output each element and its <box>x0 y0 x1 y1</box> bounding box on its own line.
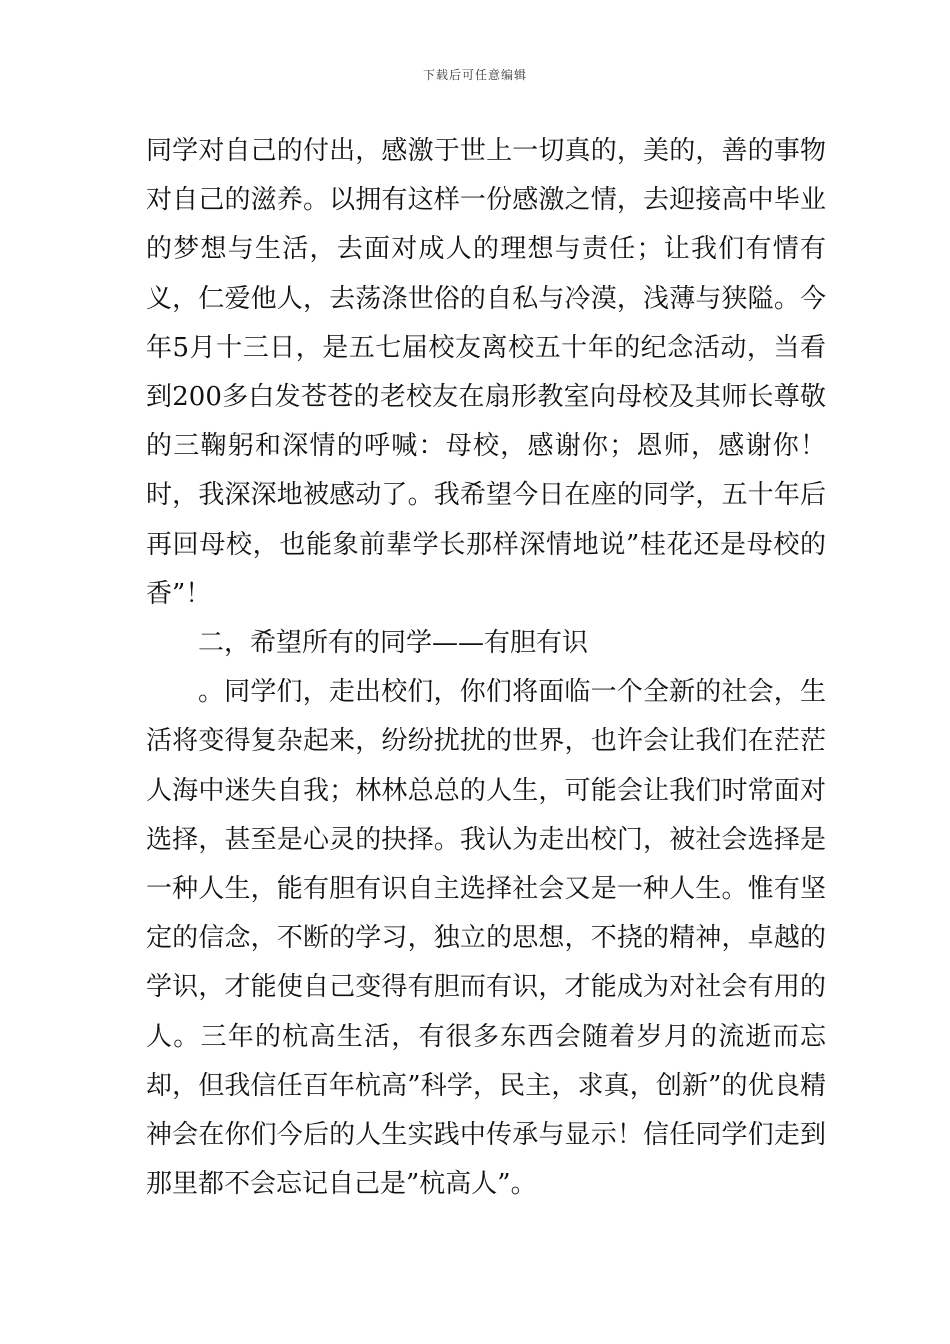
paragraph-courage: 。同学们，走出校们，你们将面临一个全新的社会，生活将变得复杂起来，纷纷扰扰的世界，也许会让我们在茫茫人海中迷失自我；林林总总的人生，可能会让我们时常面对选择，甚至是心灵的抉择。我认为走出校门，被社会选择是一种人生，能有胆有识自主选择社会又是一种人生。惟有坚定的信念，不断的学习，独立的思想，不挠的精神，卓越的学识，才能使自己变得有胆而有识，才能成为对社会有用的人。三年的杭高生活，有很多东西会随着岁月的流逝而忘却，但我信任百年杭高”科学，民主，求真，创新”的优良精神会在你们今后的人生实践中传承与显示！信任同学们走到那里都不会忘记自己是”杭高人”。 <box>146 677 826 1200</box>
section-heading-courage: 二，希望所有的同学——有胆有识 <box>198 628 589 659</box>
document-body <box>146 127 826 1209</box>
paragraph-gratitude: 同学对自己的付出，感激于世上一切真的，美的，善的事物对自己的滋养。以拥有这样一份感激之情，去迎接高中毕业的梦想与生活，去面对成人的理想与责任；让我们有情有义，仁爱他人，去荡涤世俗的自私与冷漠，浅薄与狭隘。今年5月十三日，是五七届校友离校五十年的纪念活动，当看到200多白发苍苍的老校友在扇形教室向母校及其师长尊敬的三鞠躬和深情的呼喊：母校，感谢你；恩师，感谢你！时，我深深地被感动了。我希望今日在座的同学，五十年后再回母校，也能象前辈学长那样深情地说”桂花还是母校的香”！ <box>146 136 826 609</box>
page-header: 下载后可任意编辑 <box>422 68 527 82</box>
